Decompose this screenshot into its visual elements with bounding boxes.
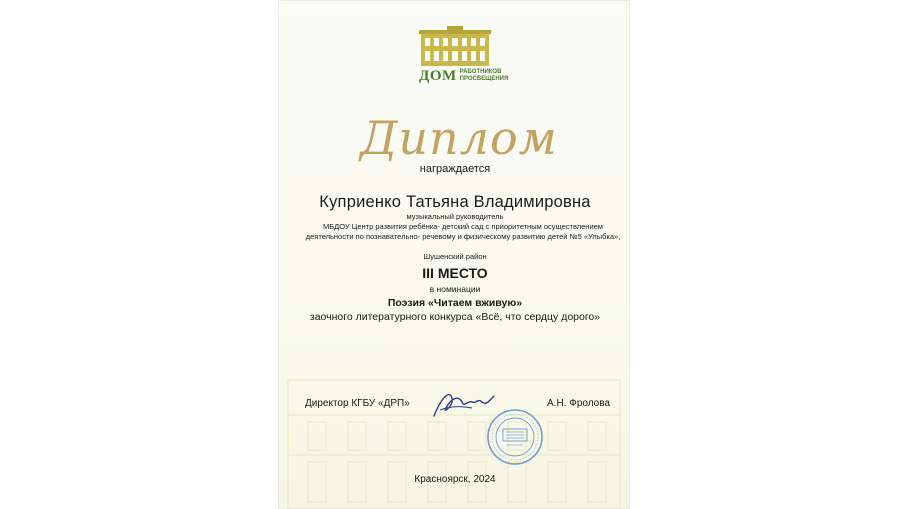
building-watermark-icon	[278, 360, 630, 509]
logo-wordmark	[419, 66, 509, 86]
official-stamp-icon	[486, 408, 544, 466]
building-logo-icon	[417, 26, 493, 66]
signatory-name: А.Н. Фролова	[547, 398, 611, 409]
recipient-name: Куприенко Татьяна Владимировна	[319, 193, 591, 211]
signatory-position: Директор КГБУ «ДРП»	[305, 398, 410, 409]
logo-line-2: ПРОСВЕЩЕНИЯ	[459, 76, 509, 82]
logo-line-1: РАБОТНИКОВ	[459, 69, 502, 75]
recipient-organization: МБДОУ Центр развития ребёнка- детский сад с приоритетным осуществлением деятельности по познавательно- речевому и физическому развитию детей №5 «Улыбка»,	[305, 222, 621, 241]
logo-word: ДОМ	[419, 67, 457, 84]
city-year: Красноярск, 2024	[414, 474, 496, 485]
recipient-role: музыкальный руководитель	[406, 212, 504, 221]
recipient-district: Шушенский район	[423, 252, 487, 261]
in-nomination-text: в номинации	[429, 284, 481, 294]
award-place: III МЕСТО	[422, 265, 488, 281]
nomination-name: Поэзия «Читаем вживую»	[387, 297, 523, 309]
diploma-title: Диплом	[360, 111, 558, 165]
awarded-text: награждается	[419, 163, 491, 175]
contest-name: заочного литературного конкурса «Всё, что сердцу дорого»	[309, 311, 601, 323]
logo-subtitle	[460, 69, 509, 83]
